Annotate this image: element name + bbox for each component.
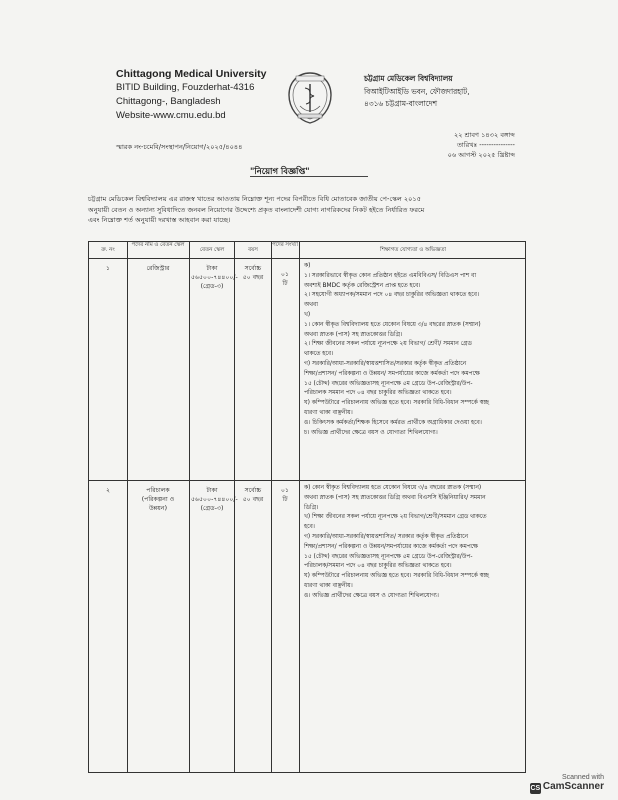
header-count: পদের সংখ্যা [272, 242, 298, 248]
row-1-age-value: ৫০ বছর [242, 274, 264, 281]
row-1-age-label: সর্বোচ্চ [244, 265, 262, 272]
row-1-pay-range: ৫৬৫০০-৭৪৪০০/- [191, 274, 238, 281]
row-1-qual-line: ঘ) কম্পিউটারে পরিচালনায় অভিজ্ঞ হতে হবে। সরকারি বিধি-বিধান সম্পর্কে স্বচ্ছ [304, 400, 489, 407]
row-1-qual-line: অথবা স্নাতক (পাস) সহ স্নাতকোত্তর ডিগ্রি। [304, 331, 403, 338]
row-2-grade: (গ্রেড-৩) [200, 505, 224, 512]
row-2-post [129, 486, 187, 513]
row-2-qual-line: গ) সরকারি/আধা-সরকারি/স্বায়ত্তশাসিত/ সরকার কর্তৃক স্বীকৃত প্রতিষ্ঠানে [304, 533, 469, 540]
row-1-qual-line: গ) সরকারি/আধা-সরকারি/স্বায়ত্তশাসিত/সরকার কর্তৃক স্বীকৃত প্রতিষ্ঠানে [304, 360, 467, 367]
table-row-divider [89, 480, 525, 481]
header-scale: বেতন স্কেল [199, 247, 225, 253]
table-col-divider [299, 242, 300, 772]
memo-date-block [446, 130, 515, 160]
row-1-qual-line: থাকতে হবে। [304, 351, 334, 358]
letterhead-english [116, 67, 267, 123]
row-1-qual-line: চ। অভিজ্ঞ প্রার্থীদের ক্ষেত্রে বয়স ও যোগ্যতা শিথিলযোগ্য। [304, 429, 438, 436]
row-2-serial: ২ [105, 487, 111, 494]
row-2-count-unit: টি [282, 496, 288, 503]
row-2-qual-line: ধারণা থাকা বাঞ্ছনীয়। [304, 582, 353, 589]
university-name-bn: চট্টগ্রাম মেডিকেল বিশ্ববিদ্যালয় [364, 74, 453, 83]
row-2-qual-line: হবে। [304, 524, 315, 531]
row-1-qual-line: ১৫ (চৌদ্দ) বছরের অভিজ্ঞতাসহ ন্যূনপক্ষে ৫ম গ্রেডে উপ-রেজিস্ট্রার/উপ- [304, 380, 473, 387]
row-1-qual-line: ক) [304, 263, 311, 269]
row-1-qual-line: পরিচালক সমমান পদে ০৪ বছর চাকুরির অভিজ্ঞতা থাকতে হবে। [304, 390, 452, 397]
row-1-pay [191, 264, 238, 291]
row-2-age-value: ৫০ বছর [242, 496, 264, 503]
row-2-pay [191, 486, 238, 513]
memo-date-bangla: ২২ শ্রাবণ ১৪৩২ বঙ্গাব্দ [454, 131, 515, 139]
row-1-qual-line: ২। সহযোগী অধ্যাপক/সমমান পদে ০৪ বছর চাকুরির অভিজ্ঞতা থাকতে হবে। [304, 292, 479, 299]
row-1-count-value: ০১ [280, 271, 290, 278]
header-serial: ক্র. নং [101, 247, 115, 253]
row-2-pay-range: ৫৬৫০০-৭৪৪০০/- [191, 496, 238, 503]
row-2-qual-line: ক) কোন স্বীকৃত বিশ্ববিদ্যালয় হতে যেকোন বিষয়ে ৩/৪ বছরের স্নাতক (সম্মান) [304, 485, 482, 491]
header-age: বয়স [248, 247, 258, 253]
row-2-age-label: সর্বোচ্চ [244, 487, 262, 494]
row-1-qual-line: অবশ্যই BMDC কর্তৃক রেজিস্ট্রেশন প্রাপ্ত হতে হবে। [304, 282, 421, 289]
row-2-post-line: (পরিকল্পনা ও [141, 496, 175, 503]
row-1-qualification [304, 262, 524, 438]
row-2-qual-line: ঘ) কম্পিউটারে পরিচালনায় অভিজ্ঞ হতে হবে। সরকারি বিধি-বিধান সম্পর্কে স্বচ্ছ [304, 573, 489, 580]
watermark-brand: CamScanner [542, 781, 604, 792]
row-2-pay-label: টাকা [206, 487, 218, 494]
header-qualification: শিক্ষাগত যোগ্যতা ও অভিজ্ঞতা [380, 247, 446, 253]
table-header-divider [89, 258, 525, 259]
notice-title-underline [250, 176, 368, 177]
row-1-qual-line: ১। সরকারিভাবে স্বীকৃত কোন প্রতিষ্ঠান হইতে এমবিবিএস/ বিডিএস পাশ বা [304, 272, 477, 279]
row-1-qual-line: অথবা [304, 302, 318, 309]
camscanner-logo-icon: CS [530, 785, 541, 792]
row-2-qual-line: অথবা স্নাতক (পাস) সহ স্নাতকোত্তর ডিগ্রি অথবা বিএসসি ইঞ্জিনিয়ারিং/ সমমান [304, 494, 486, 501]
header-post: পদের নাম ও বেতন স্কেল [131, 242, 185, 248]
watermark-line-2 [530, 781, 604, 794]
row-2-qual-line: ঙ। অভিজ্ঞ প্রার্থীদের ক্ষেত্রে বয়স ও যোগ্যতা শিথিলযোগ্য। [304, 592, 439, 599]
watermark-line-1: Scanned with [561, 774, 604, 781]
university-name-en: Chittagong Medical University [116, 68, 267, 80]
address-line-1-bn: বিআইটিআইডি ভবন, ফৌজদারহাট, [364, 86, 470, 96]
university-seal-icon [286, 70, 334, 126]
row-1-count [273, 270, 297, 288]
row-2-post-line: উন্নয়ন) [148, 505, 168, 512]
notice-intro [88, 194, 528, 226]
address-line-1-en: BITID Building, Fouzderhat-4316 [116, 82, 255, 93]
intro-line-1: চট্টগ্রাম মেডিকেল বিশ্ববিদ্যালয় এর রাজস্ব খাতের আওতায় নিম্নোক্ত শূন্য পদের বিপরীতে বিধি মোতাবেক জাতীয় পে-স্কেল ২০১৫ [88, 195, 421, 203]
row-2-qual-line: শিক্ষা/প্রশাসন/ পরিকল্পনা ও উন্নয়ন/সমপর্যায়ের কাজে কর্মকর্তা পদে কমপক্ষে [304, 543, 478, 550]
row-2-post-line: পরিচালক [146, 487, 170, 494]
row-1-qual-line: ধারণা থাকা বাঞ্ছনীয়। [304, 409, 353, 416]
row-1-serial: ১ [105, 265, 110, 272]
row-1-qual-line: শিক্ষা/প্রশাসন/ পরিকল্পনা ও উন্নয়ন/ সমপর্যায়ের কাজে কর্মকর্তা পদে কমপক্ষে [304, 370, 480, 377]
intro-line-3: এবং নিম্নোক্ত শর্ত অনুযায়ী দরখাস্ত আহবান করা যাচ্ছে। [88, 216, 231, 224]
row-2-count [273, 486, 297, 504]
row-1-post: রেজিস্ট্রার [146, 265, 170, 272]
address-line-2-bn: ৪৩১৬ চট্টগ্রাম-বাংলাদেশ [364, 99, 437, 108]
camscanner-watermark [530, 774, 604, 794]
row-2-age [236, 486, 270, 504]
memo-reference: স্মারক নং-চমেবি/সংস্থাপন/নিয়োগ/২০২৫/৪০৪৪ [116, 143, 243, 151]
row-1-grade: (গ্রেড-৩) [200, 283, 224, 290]
table-col-divider [271, 242, 272, 772]
memo-date-english: ০৬ আগস্ট ২০২৫ খ্রিষ্টাব্দ [447, 151, 515, 159]
row-1-qual-line: খ) [304, 311, 311, 318]
address-line-2-en: Chittagong-, Bangladesh [116, 96, 221, 107]
row-1-count-unit: টি [282, 280, 288, 287]
row-2-qualification [304, 484, 524, 602]
table-col-divider [127, 242, 128, 772]
intro-line-2: অনুযায়ী বেতন ও অন্যান্য সুবিধাদিতে জনবল নিয়োগের উদ্দেশ্যে প্রকৃত বাংলাদেশী যোগ্য নাগরিকদের নিকট হইতে নির্ধারিত ফরমে [88, 205, 425, 214]
row-1-age [236, 264, 270, 282]
vacancy-table [88, 241, 526, 773]
website-en: Website-www.cmu.edu.bd [116, 110, 226, 121]
memo-date-label: তারিখঃ --------------- [456, 141, 515, 149]
row-1-qual-line: ঙ। চিকিৎসক কর্মকর্তা/শিক্ষক হিসেবে কর্মরত প্রার্থীকে অগ্রাধিকার দেওয়া হবে। [304, 419, 482, 426]
row-2-qual-line: খ) শিক্ষা জীবনের সকল পর্যায়ে ন্যূনপক্ষে ২য় বিভাগ/শ্রেণী/সমমান গ্রেড থাকতে [304, 514, 487, 521]
row-1-pay-label: টাকা [206, 265, 218, 272]
row-1-qual-line: ২। শিক্ষা জীবনের সকল পর্যায়ে ন্যূনপক্ষে ২য় বিভাগ/ শ্রেণী/ সমমান গ্রেড [304, 341, 472, 348]
row-2-qual-line: পরিচালক/সমমান পদে ০৪ বছর চাকুরির অভিজ্ঞতা থাকতে হবে। [304, 563, 452, 570]
table-col-divider [234, 242, 235, 772]
row-2-count-value: ০১ [280, 487, 290, 494]
table-col-divider [189, 242, 190, 772]
row-2-qual-line: ডিগ্রি। [304, 504, 319, 511]
notice-title: "নিয়োগ বিজ্ঞপ্তি" [250, 166, 310, 176]
row-1-qual-line: ১। কোন স্বীকৃত বিশ্ববিদ্যালয় হতে যেকোন বিষয়ে ৩/৪ বছরের স্নাতক (সম্মান) [304, 321, 481, 328]
letterhead-bangla [364, 73, 470, 111]
row-2-qual-line: ১৫ (চৌদ্দ) বছরের অভিজ্ঞতাসহ ন্যূনপক্ষে ৫ম গ্রেডে উপ-রেজিস্ট্রার/উপ- [304, 553, 473, 560]
